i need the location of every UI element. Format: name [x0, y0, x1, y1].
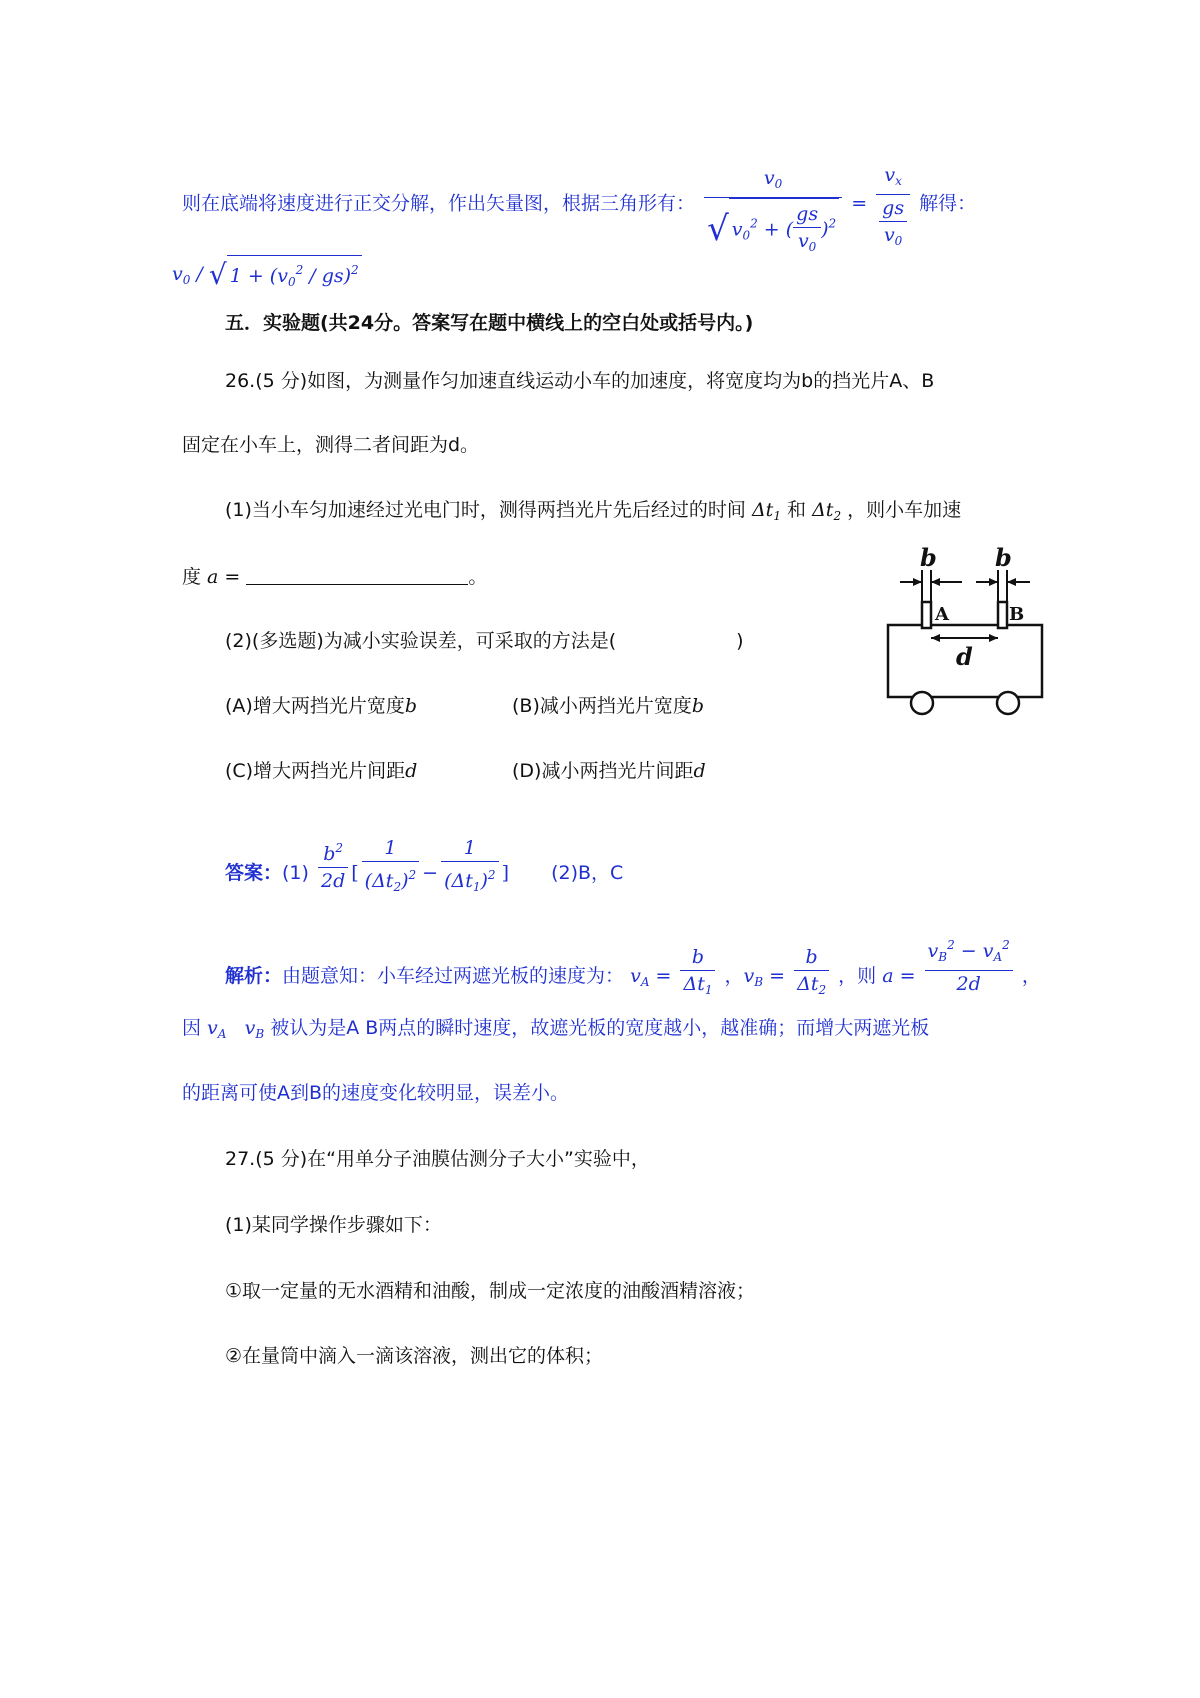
q26-part1-answer-line: 度 a = 。	[182, 566, 488, 588]
answer-term-2: $\frac{1}{(\Delta t_1)^2}$	[441, 835, 498, 900]
q26-part2-text: (2)(多选题)为减小实验误差，可采取的方法是(	[225, 630, 617, 652]
ratio-fraction-right: $\frac{v_x}{\frac{gs}{v_0}}$	[876, 162, 910, 254]
analysis-label: 解析：	[225, 965, 283, 987]
q27-step2: ②在量筒中滴入一滴该溶液，测出它的体积；	[225, 1345, 604, 1367]
answer-term-1: $\frac{1}{(\Delta t_2)^2}$	[362, 835, 419, 900]
answer-part1-label: (1)	[282, 862, 309, 884]
solution-text-1: 则在底端将速度进行正交分解，作出矢量图，根据三角形有：	[182, 192, 696, 215]
option-a: (A)增大两挡光片宽度b	[225, 695, 417, 717]
answer-label: 答案：	[225, 862, 283, 884]
wheel-right	[997, 692, 1019, 714]
q26-analysis-3: 的距离可使A到B的速度变化较明显，误差小。	[182, 1082, 570, 1104]
q26-and: 和	[787, 499, 807, 521]
q27-part1: (1)某同学操作步骤如下：	[225, 1214, 442, 1236]
label-b-left: b	[920, 543, 937, 572]
q26-part1-end: 。	[468, 566, 488, 588]
q26-answer: 答案：(1) $\frac{b^2}{2d}$ [ $\frac{1}{(\Delta t_2)^2}$ − $\frac{1}{(\Delta t_1)^2}$ ] (2)B，C	[225, 835, 623, 900]
option-c-text: (C)增大两挡光片间距	[225, 760, 406, 782]
option-b-text: (B)减小两挡光片宽度	[512, 695, 692, 717]
q27-stem: 27.(5 分)在“用单分子油膜估测分子大小”实验中，	[225, 1148, 650, 1170]
q26-stem-2: 固定在小车上，测得二者间距为d。	[182, 434, 480, 456]
q26-part2	[225, 628, 744, 654]
section-title: 五．实验题(共24分。答案写在题中横线上的空白处或括号内。)	[225, 312, 754, 334]
q26-part2-close: )	[736, 630, 744, 652]
answer-fraction: $\frac{b^2}{2d}$	[318, 835, 348, 894]
q26-part1-c: 度	[182, 566, 202, 588]
analysis-2b: 被认为是A B两点的瞬时速度，故遮光板的宽度越小，越准确；而增大两遮光板	[270, 1017, 930, 1039]
va-fraction: $\frac{b}{\Delta t_1}$	[680, 944, 715, 1003]
option-b: (B)减小两挡光片宽度b	[512, 695, 705, 717]
vb-fraction: $\frac{b}{\Delta t_2}$	[794, 944, 829, 1003]
wheel-left	[911, 692, 933, 714]
analysis-then: ，则	[838, 965, 877, 987]
option-c: (C)增大两挡光片间距d	[225, 760, 418, 782]
q26-part1-text-b: ，则小车加速	[847, 499, 962, 521]
analysis-text: 由题意知：小车经过两遮光板的速度为：	[282, 965, 625, 987]
q27-step1: ①取一定量的无水酒精和油酸，制成一定浓度的油酸酒精溶液；	[225, 1280, 756, 1302]
option-d: (D)减小两挡光片间距d	[512, 760, 706, 782]
ratio-fraction-left: $v_0$ √ $v_0^2$ + ( $\frac{gs}{v_0}$ )$^2$	[704, 165, 842, 260]
cart-figure	[880, 540, 1060, 725]
solution-result-label: 解得：	[919, 192, 977, 215]
shutter-a	[922, 602, 931, 628]
q26-analysis-2: 因 $v_A$ $v_B$ 被认为是A B两点的瞬时速度，故遮光板的宽度越小，越准确；而增大两遮光板	[182, 1017, 930, 1041]
label-b-right: b	[995, 543, 1012, 572]
q26-part1: (1)当小车匀加速经过光电门时，测得两挡光片先后经过的时间 $\Delta t_1$ 和 $\Delta t_2$ ，则小车加速	[225, 499, 962, 523]
q26-stem-1: 26.(5 分)如图，为测量作匀加速直线运动小车的加速度，将宽度均为b的挡光片A、B	[225, 370, 935, 392]
label-d: d	[956, 642, 973, 671]
q26-analysis-1: 解析：由题意知：小车经过两遮光板的速度为： $v_A$ = $\frac{b}{\Delta t_1}$ ，$v_B$ = $\frac{b}{\Delta t_2}$ ，则 a = $\frac{v_B^2 - v_A^2}{2d}$ ，	[225, 932, 1041, 1003]
q26-part1-text: (1)当小车匀加速经过光电门时，测得两挡光片先后经过的时间	[225, 499, 746, 521]
label-a: A	[935, 604, 949, 625]
option-d-text: (D)减小两挡光片间距	[512, 760, 694, 782]
answer-part2: (2)B，C	[551, 862, 624, 884]
a-fraction: $\frac{v_B^2 - v_A^2}{2d}$	[925, 932, 1013, 997]
shutter-b	[998, 602, 1007, 628]
solution-result-formula: $v_0$ / √ $1 + (v_0^2 / gs)^2$	[172, 255, 362, 295]
option-a-text: (A)增大两挡光片宽度	[225, 695, 405, 717]
solution-line-1: 则在底端将速度进行正交分解，作出矢量图，根据三角形有： $v_0$ √ $v_0^2$ + ( $\frac{gs}{v_0}$ )$^2$ = $\frac{v_x}{\frac{gs}{v_0}}$ 解得：	[182, 162, 976, 260]
label-b-shutter: B	[1009, 604, 1025, 625]
answer-blank[interactable]	[246, 566, 468, 585]
analysis-2a: 因	[182, 1017, 202, 1039]
